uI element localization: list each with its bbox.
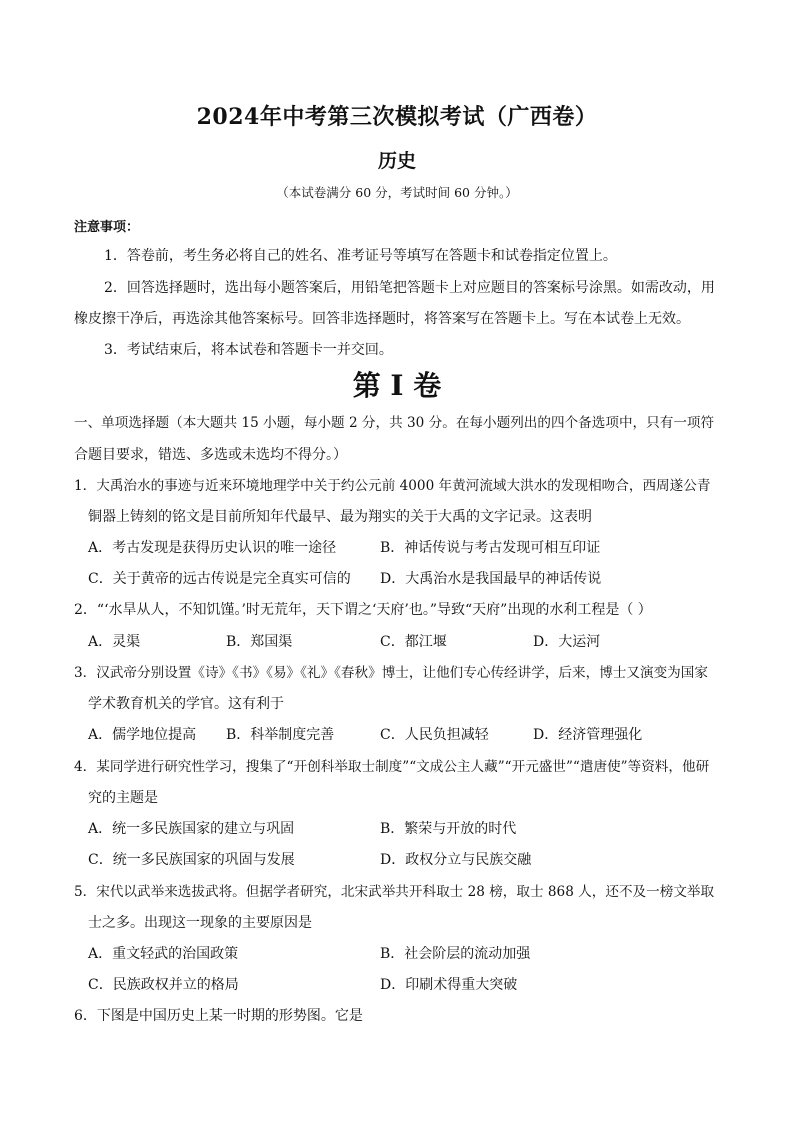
q2-option-c: C．都江堰 <box>380 634 447 650</box>
q4-stem-line-2: 究的主题是 <box>88 790 158 806</box>
section-intro-line-1: 一、单项选择题（本大题共 15 小题，每小题 2 分，共 30 分。在每小题列出的四个备选项中，只有一项符 <box>74 415 715 431</box>
q1-stem-line-2: 铜器上铸刻的铭文是目前所知年代最早、最为翔实的关于大禹的文字记录。这表明 <box>88 509 592 525</box>
q3-stem-line-1: 3．汉武帝分别设置《诗》《书》《易》《礼》《春秋》博士，让他们专心传经讲学，后来，博士又演变为国家 <box>74 665 708 681</box>
section-intro-line-2: 合题目要求，错选、多选或未选均不得分。） <box>74 447 347 463</box>
q4-option-c: C．统一多民族国家的巩固与发展 <box>88 852 295 868</box>
q5-option-b: B．社会阶层的流动加强 <box>380 946 531 962</box>
q1-option-a: A．考古发现是获得历史认识的唯一途径 <box>88 540 337 556</box>
q1-stem-line-1: 1．大禹治水的事迹与近来环境地理学中关于约公元前 4000 年黄河流域大洪水的发现相吻合，西周遂公青 <box>74 478 711 494</box>
exam-subject: 历史 <box>377 150 416 172</box>
notice-item-1: 1．答卷前，考生务必将自己的姓名、准考证号等填写在答题卡和试卷指定位置上。 <box>104 248 617 264</box>
q5-option-d: D．印刷术得重大突破 <box>380 977 518 993</box>
q3-option-c: C．人民负担减轻 <box>380 727 489 743</box>
q5-option-a: A．重文轻武的治国政策 <box>88 946 239 962</box>
notice-item-2-cont: 橡皮擦干净后，再选涂其他答案标号。回答非选择题时，将答案写在答题卡上。写在本试卷上无效。 <box>74 311 690 327</box>
q4-option-d: D．政权分立与民族交融 <box>380 852 532 868</box>
notice-item-3: 3．考试结束后，将本试卷和答题卡一并交回。 <box>104 342 393 358</box>
q4-stem-line-1: 4．某同学进行研究性学习，搜集了“开创科举取士制度”“文成公主人藏”“开元盛世”“遣唐使”等资料，他研 <box>74 759 710 775</box>
q4-option-a: A．统一多民族国家的建立与巩固 <box>88 821 295 837</box>
q5-stem-line-1: 5．宋代以武举来选拔武将。但据学者研究，北宋武举共开科取士 28 榜，取士 868 人，还不及一榜文举取 <box>74 884 715 900</box>
q4-option-b: B．繁荣与开放的时代 <box>380 821 517 837</box>
q1-option-b: B．神话传说与考古发现可相互印证 <box>380 540 601 556</box>
q2-option-b: B．郑国渠 <box>226 634 293 650</box>
exam-meta: （本试卷满分 60 分，考试时间 60 分钟。） <box>276 185 518 200</box>
section-heading: 第 I 卷 <box>352 369 442 402</box>
q1-option-d: D．大禹治水是我国最早的神话传说 <box>380 571 602 587</box>
notice-item-2: 2．回答选择题时，选出每小题答案后，用铅笔把答题卡上对应题目的答案标号涂黑。如需改动，用 <box>104 280 715 296</box>
q6-stem-line-1: 6．下图是中国历史上某一时期的形势图。它是 <box>74 1008 363 1024</box>
q2-stem-line-1: 2．“‘水旱从人，不知饥馑。’时无荒年，天下谓之‘天府’也。”导致“天府”出现的水利工程是（ ） <box>74 602 652 618</box>
q2-option-a: A．灵渠 <box>88 634 141 650</box>
q1-option-c: C．关于黄帝的远古传说是完全真实可信的 <box>88 571 351 587</box>
notice-heading: 注意事项： <box>74 220 140 235</box>
q3-stem-line-2: 学术教育机关的学官。这有利于 <box>88 696 284 712</box>
q3-option-b: B．科举制度完善 <box>226 727 335 743</box>
q3-option-d: D．经济管理强化 <box>533 727 643 743</box>
q2-option-d: D．大运河 <box>533 634 601 650</box>
exam-title: 2024年中考第三次模拟考试（广西卷） <box>196 104 598 130</box>
q3-option-a: A．儒学地位提高 <box>88 727 197 743</box>
q5-stem-line-2: 士之多。出现这一现象的主要原因是 <box>88 915 312 931</box>
q5-option-c: C．民族政权并立的格局 <box>88 977 239 993</box>
